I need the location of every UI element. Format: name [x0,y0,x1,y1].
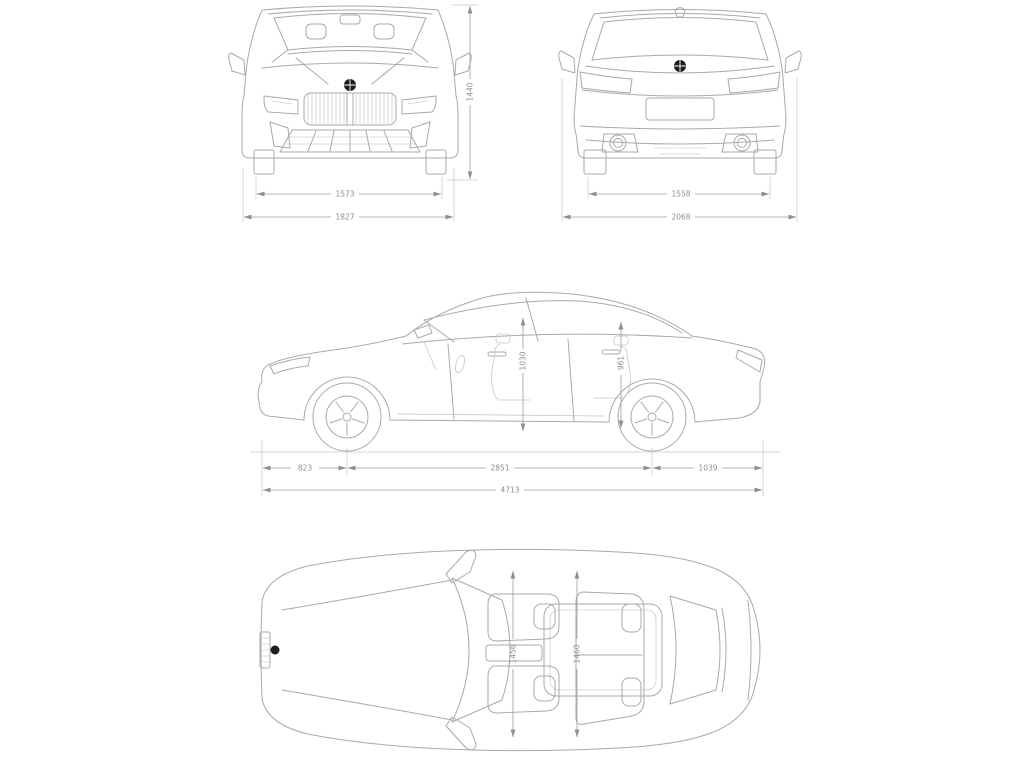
dim-height [447,5,478,180]
dim-rear-headroom [617,322,626,428]
dim-front-headroom-label: 1030 [518,351,528,371]
dim-wheelbase [348,464,651,473]
dim-front-width-label: 1827 [335,212,355,222]
dim-rear-interior-width-label: 1460 [572,644,582,664]
dim-rear-track [588,177,770,199]
dim-front-overhang-label: 823 [297,463,313,473]
dim-height-label: 1440 [465,82,475,102]
dim-front-interior-width [509,571,518,737]
dim-front-headroom [519,318,528,431]
dim-length-label: 4713 [500,485,520,495]
dim-front-track-label: 1573 [335,189,355,199]
dim-rear-headroom-label: 961 [616,355,626,371]
dim-front-interior-width-label: 1456 [508,644,518,664]
dim-rear-overhang [653,464,762,473]
dim-rear-width-label: 2068 [671,212,691,222]
dim-rear-track-label: 1558 [671,189,691,199]
dim-overall-length [263,486,762,495]
dim-rear-width-mirrors [562,78,797,222]
dim-wheelbase-label: 2851 [490,463,510,473]
dim-front-track [256,177,442,199]
dim-front-overhang [263,464,346,473]
dim-rear-overhang-label: 1039 [698,463,718,473]
dim-rear-interior-width [573,571,582,737]
